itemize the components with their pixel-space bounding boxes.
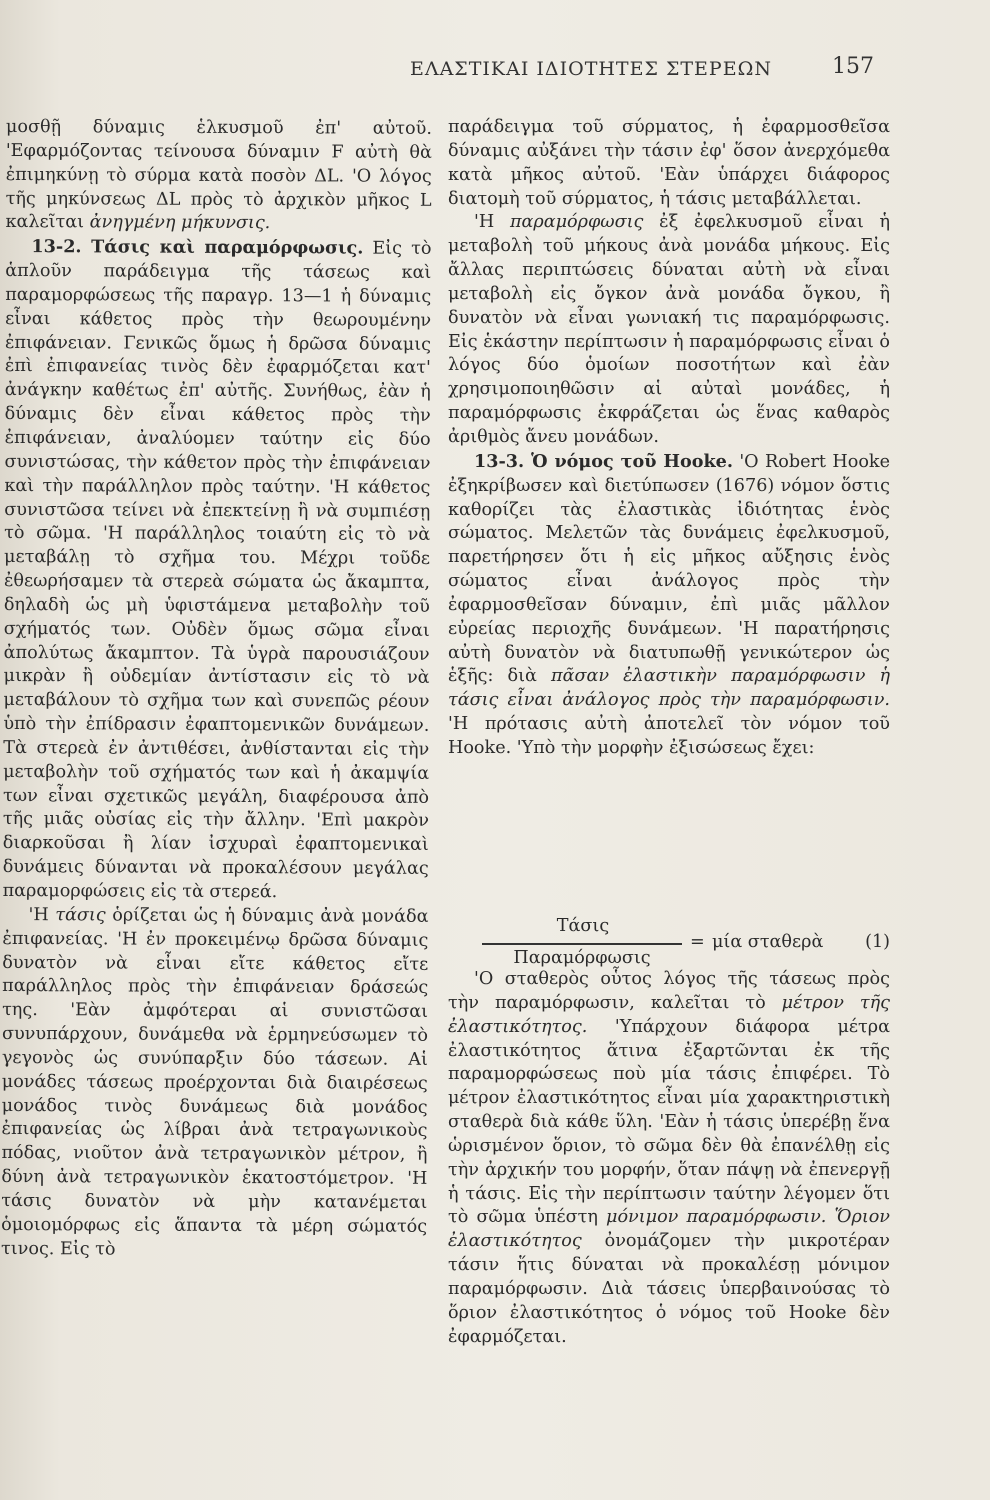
- paragraph-text: ἐξ ἐφελκυσμοῦ εἶναι ἡ μεταβολὴ τοῦ μήκους ἀνὰ μονάδα μήκους. Εἰς ἄλλας περιπτώσεις δύναται αὐτὴ νὰ εἶναι μεταβολὴ εἰς ὄγκον ἀνὰ μονάδα ὄγκου, ἢ δυνατὸν νὰ εἶναι γωνιακή τις παραμόρφωσις. Εἰς ἑκάστην περίπτωσιν ἡ παραμόρφωσις εἶναι ὁ λόγος δύο ὁμοίων ποσοτήτων καὶ ἐὰν χρησιμοποιηθῶσιν αἱ αὐταὶ μονάδες, ἡ παραμόρφωσις ἐκφράζεται ὡς ἕνας καθαρὸς ἀριθμὸς ἄνευ μονάδων.: [448, 212, 890, 447]
- section-heading: 13-3. Ὁ νόμος τοῦ Hooke.: [474, 450, 733, 472]
- italic-term: μέτρον τῆς ἐλαστικότητος.: [448, 992, 890, 1037]
- paragraph-text: 'Η: [474, 212, 510, 233]
- running-header: [380, 54, 880, 88]
- italic-term: τάσις: [55, 905, 106, 926]
- italic-term: μόνιμον παραμόρφωσιν. Ὅριον ἐλαστικότητος: [448, 1207, 891, 1252]
- paragraph-strain-definition: [448, 211, 890, 449]
- paragraph-text: Εἰς τὸ ἁπλοῦν παράδειγμα τῆς τάσεως καὶ παραμορφώσεως τῆς παραγρ. 13—1 ἡ δύναμις εἶναι κάθετος πρὸς τὴν θεωρουμένην ἐπιφάνειαν. Γενικῶς ὅμως ἡ δρῶσα δύναμις ἐπὶ ἐπιφανείας τινὸς δὲν ἐφαρμόζεται κατ' ἀνάγκην καθέτως ἐπ' αὐτῆς. Συνήθως, ἐὰν ἡ δύναμις δὲν εἶναι κάθετος πρὸς τὴν ἐπιφάνειαν, ἀναλύομεν ταύτην εἰς δύο συνιστώσας, τὴν κάθετον πρὸς τὴν ἐπιφάνειαν καὶ τὴν παράλληλον πρὸς ταύτην. 'Η κάθετος συνιστῶσα τείνει νὰ ἐπεκτείνῃ ἢ νὰ συμπιέσῃ τὸ σῶμα. 'Η παράλληλος τοιαύτη εἰς τὸ νὰ μεταβάλῃ τὸ σχῆμα του. Μέχρι τοῦδε ἐθεωρήσαμεν τὰ στερεὰ σώματα ὡς ἄκαμπτα, δηλαδὴ ὡς μὴ ὑφιστάμενα μεταβολὴν τοῦ σχήματός των. Οὐδὲν ὅμως σῶμα εἶναι ἀπολύτως ἄκαμπτον. Τὰ ὑγρὰ παρουσιάζουν μικρὰν ἢ οὐδεμίαν ἀντίστασιν εἰς τὸ νὰ μεταβάλουν τὸ σχῆμα των καὶ συνεπῶς ρέουν ὑπὸ τὴν ἐπίδρασιν ἐφαπτομενικῶν δυνάμεων. Τὰ στερεὰ ἐν ἀντιθέσει, ἀνθίστανται εἰς τὴν μεταβολὴν τοῦ σχήματός των καὶ ἡ ἀκαμψία των εἶναι σχετικῶς μεγάλη, διαφέρουσα ἀπὸ τῆς μιᾶς οὐσίας εἰς τὴν ἄλλην. 'Επὶ μακρὸν διαρκοῦσαι ἢ λίαν ἰσχυραὶ ἐφαπτομενικαὶ δυνάμεις δύνανται νὰ προκαλέσουν μεγάλας παραμορφώσεις εἰς τὰ στερεά.: [2, 238, 432, 903]
- paragraph-text: 'Η: [28, 904, 56, 926]
- paragraph-stress-definition: [1, 904, 429, 1264]
- italic-term: παραμόρφωσις: [509, 212, 644, 233]
- hooke-equation: [448, 916, 890, 968]
- paragraph-intro: [5, 116, 432, 237]
- fraction-bar: [482, 943, 682, 945]
- paragraph-modulus: [448, 968, 890, 1350]
- italic-term: ἀνηγμένη μήκυνσις.: [89, 212, 271, 234]
- equation-numerator: Τάσις: [556, 916, 610, 936]
- chapter-title: ΕΛΑΣΤΙΚΑΙ ΙΔΙΟΤΗΤΕΣ ΣΤΕΡΕΩΝ: [410, 58, 772, 80]
- paragraph-text: 'Ο σταθερὸς οὗτος λόγος τῆς τάσεως πρὸς τὴν παραμόρφωσιν, καλεῖται τὸ: [448, 969, 890, 1013]
- equation-number: (1): [865, 932, 890, 952]
- paragraph-text: 'Η πρότασις αὐτὴ ἀποτελεῖ τὸν νόμον τοῦ Hooke. 'Υπὸ τὴν μορφὴν ἐξισώσεως ἔχει:: [448, 714, 890, 758]
- paragraph-text: ὀνομάζομεν τὴν μικροτέραν τάσιν ἥτις δύναται νὰ προκαλέσῃ μόνιμον παραμόρφωσιν. Διὰ τάσεις ὑπερβαινούσας τὸ ὅριον ἐλαστικότητος ὁ νόμος τοῦ Hooke δὲν ἐφαρμόζεται.: [448, 1231, 890, 1347]
- paragraph-section-13-3: [448, 450, 890, 761]
- paragraph-text: μοσθῇ δύναμις ἑλκυσμοῦ ἐπ' αὐτοῦ. 'Εφαρμόζοντας τείνουσα δύναμιν F αὐτὴ θὰ ἐπιμηκύνῃ τὸ σύρμα κατὰ ποσὸν ΔL. 'Ο λόγος τῆς μηκύνσεως ΔL πρὸς τὸ ἀρχικὸν μῆκος L καλεῖται: [5, 116, 432, 233]
- equation-rhs: μία σταθερὰ: [712, 932, 824, 952]
- section-heading: 13-2. Τάσις καὶ παραμόρφωσις.: [31, 236, 364, 259]
- right-column: [448, 116, 890, 761]
- paragraph-text: ὁρίζεται ὡς ἡ δύναμις ἀνὰ μονάδα ἐπιφανείας. 'Η ἐν προκειμένῳ δρῶσα δύναμις δυνατὸν νὰ εἶναι εἴτε κάθετος εἴτε παράλληλος πρὸς τὴν ἐπιφάνειαν δράσεώς της. 'Εὰν ἀμφότεραι αἱ συνιστῶσαι συνυπάρχουν, δυνάμεθα νὰ ἑρμηνεύσωμεν τὸ γεγονὸς ὡς συνύπαρξιν δύο τάσεων. Αἱ μονάδες τάσεως προέρχονται διὰ διαιρέσεως μονάδος τινὸς δυνάμεως διὰ μονάδος ἐπιφανείας ὡς λίβραι ἀνὰ τετραγωνικοὺς πόδας, νιοῦτον ἀνὰ τετραγωνικὸν μέτρον, ἢ δύνη ἀνὰ τετραγωνικὸν ἑκατοστόμετρον. 'Η τάσις δυνατὸν νὰ μὴν κατανέμεται ὁμοιομόρφως εἰς ἅπαντα τὰ μέρη σώματός τινος. Εἰς τὸ: [1, 905, 429, 1260]
- right-column-lower: [448, 968, 890, 1350]
- paragraph-section-13-2: [3, 235, 432, 905]
- paragraph-text: 'Ο Robert Hooke ἐξηκρίβωσεν καὶ διετύπωσεν (1676) νόμον ὅστις καθορίζει τὰς ἐλαστικὰς ἰδιότητας ἑνὸς σώματος. Μελετῶν τὰς δυνάμεις ἐφελκυσμοῦ, παρετήρησεν ὅτι ἡ εἰς μῆκος αὔξησις ἑνὸς σώματος εἶναι ἀνάλογος πρὸς τὴν ἐφαρμοσθεῖσαν δύναμιν, ἐπὶ μιᾶς μᾶλλον εὐρείας περιοχῆς δυνάμεων. 'Η παρατήρησις αὐτὴ δυνατὸν νὰ διατυπωθῇ γενικώτερον ὡς ἑξῆς: διὰ: [448, 451, 890, 687]
- paragraph-continued: παράδειγμα τοῦ σύρματος, ἡ ἐφαρμοσθεῖσα δύναμις αὐξάνει τὴν τάσιν ἐφ' ὅσον ἀνερχόμεθα κατὰ μῆκος αὐτοῦ. 'Εὰν ὑπάρχει διάφορος διατομὴ τοῦ σύρματος, ἡ τάσις μεταβάλλεται.: [448, 117, 890, 209]
- equation-denominator: Παραμόρφωσις: [513, 948, 651, 968]
- paragraph-text: 'Υπάρχουν διάφορα μέτρα ἐλαστικότητος ἅτινα ἐξαρτῶνται ἐκ τῆς παραμορφώσεως ποὺ μία τάσις ἐπιφέρει. Τὸ μέτρον ἐλαστικότητος εἶναι μία χαρακτηριστικὴ σταθερὰ διὰ κάθε ὕλη. 'Εὰν ἡ τάσις ὑπερέβῃ ἕνα ὡρισμένον ὅριον, τὸ σῶμα δὲν θὰ ἐπανέλθῃ εἰς τὴν ἀρχικήν του μορφήν, ὅταν πάψῃ νὰ ἐπενεργῇ ἡ τάσις. Εἰς τὴν περίπτωσιν ταύτην λέγομεν ὅτι τὸ σῶμα ὑπέστη: [448, 1016, 890, 1228]
- italic-statement: πᾶσαν ἐλαστικὴν παραμόρφωσιν ἡ τάσις εἶναι ἀνάλογος πρὸς τὴν παραμόρφωσιν.: [448, 666, 891, 711]
- equals-sign: =: [690, 932, 705, 952]
- left-column: [1, 116, 432, 1263]
- page-number: 157: [832, 54, 874, 79]
